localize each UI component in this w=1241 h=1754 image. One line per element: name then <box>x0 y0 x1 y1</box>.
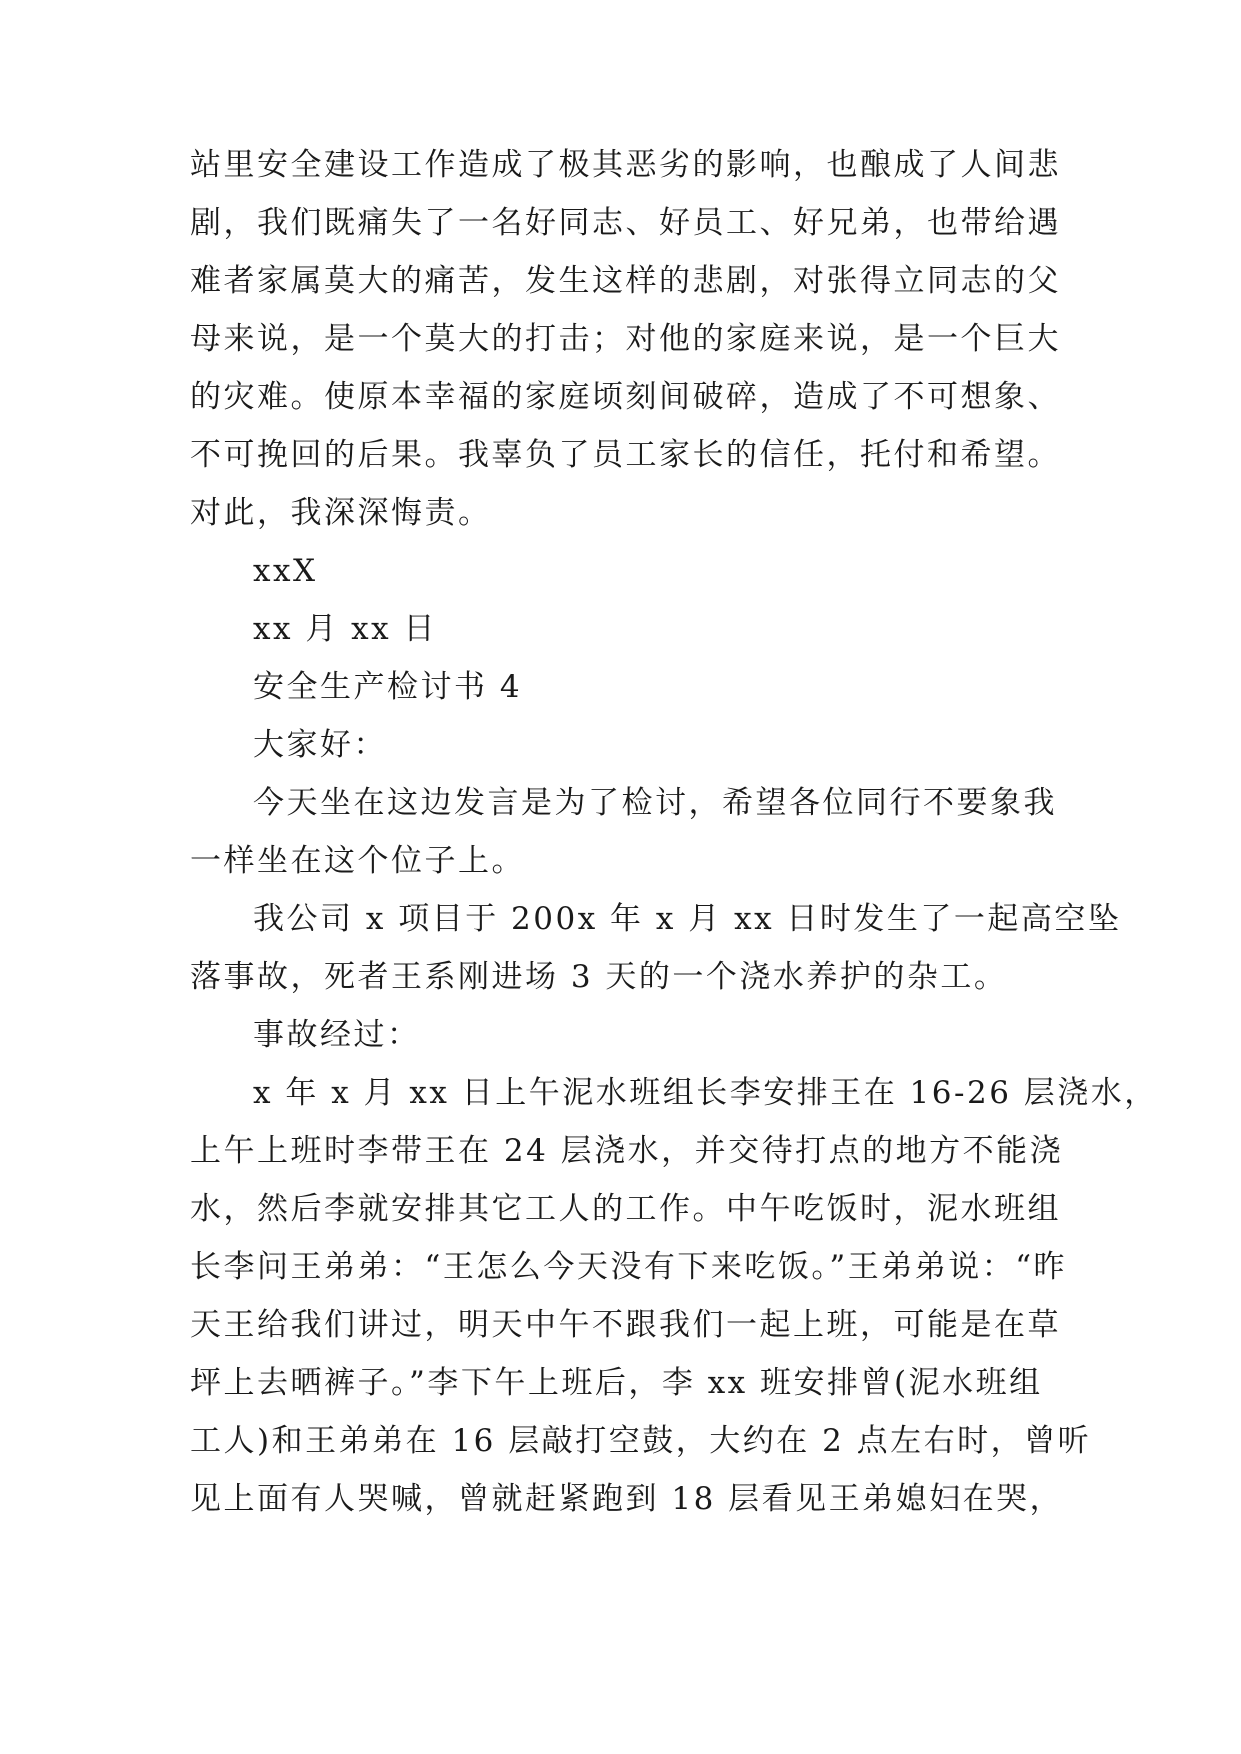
subsection-heading: 事故经过： <box>253 1017 421 1053</box>
text-line: 站里安全建设工作造成了极其恶劣的影响，也酿成了人间悲 <box>190 147 1061 183</box>
text-line: 的灾难。使原本幸福的家庭顷刻间破碎，造成了不可想象、 <box>190 379 1061 415</box>
text-line: 今天坐在这边发言是为了检讨，希望各位同行不要象我 <box>253 785 1057 821</box>
text-line: 上午上班时李带王在 24 层浇水，并交待打点的地方不能浇 <box>190 1133 1064 1169</box>
text-line: 见上面有人哭喊，曾就赶紧跑到 18 层看见王弟媳妇在哭， <box>190 1481 1064 1517</box>
text-line: 对此，我深深悔责。 <box>190 495 492 531</box>
text-line: 工人)和王弟弟在 16 层敲打空鼓，大约在 2 点左右时，曾听 <box>190 1423 1092 1459</box>
text-line: 难者家属莫大的痛苦，发生这样的悲剧，对张得立同志的父 <box>190 263 1061 299</box>
greeting: 大家好： <box>253 727 387 763</box>
text-line: x 年 x 月 xx 日上午泥水班组长李安排王在 16-26 层浇水， <box>253 1075 1158 1111</box>
text-line: 不可挽回的后果。我辜负了员工家长的信任，托付和希望。 <box>190 437 1061 473</box>
signature-date: xx 月 xx 日 <box>253 611 437 647</box>
text-line: 一样坐在这个位子上。 <box>190 843 525 879</box>
text-line: 水，然后李就安排其它工人的工作。中午吃饭时，泥水班组 <box>190 1191 1061 1227</box>
text-line: 我公司 x 项目于 200x 年 x 月 xx 日时发生了一起高空坠 <box>253 901 1122 937</box>
text-line: 长李问王弟弟：“王怎么今天没有下来吃饭。”王弟弟说：“昨 <box>190 1249 1068 1285</box>
text-line: 剧，我们既痛失了一名好同志、好员工、好兄弟，也带给遇 <box>190 205 1061 241</box>
text-line: 落事故，死者王系刚进场 3 天的一个浇水养护的杂工。 <box>190 959 1008 995</box>
text-line: 坪上去晒裤子。”李下午上班后，李 xx 班安排曾(泥水班组 <box>190 1365 1043 1401</box>
text-line: 母来说，是一个莫大的打击；对他的家庭来说，是一个巨大 <box>190 321 1061 357</box>
signature-name: xxX <box>253 553 318 589</box>
section-heading: 安全生产检讨书 4 <box>253 669 523 705</box>
text-line: 天王给我们讲过，明天中午不跟我们一起上班，可能是在草 <box>190 1307 1061 1343</box>
